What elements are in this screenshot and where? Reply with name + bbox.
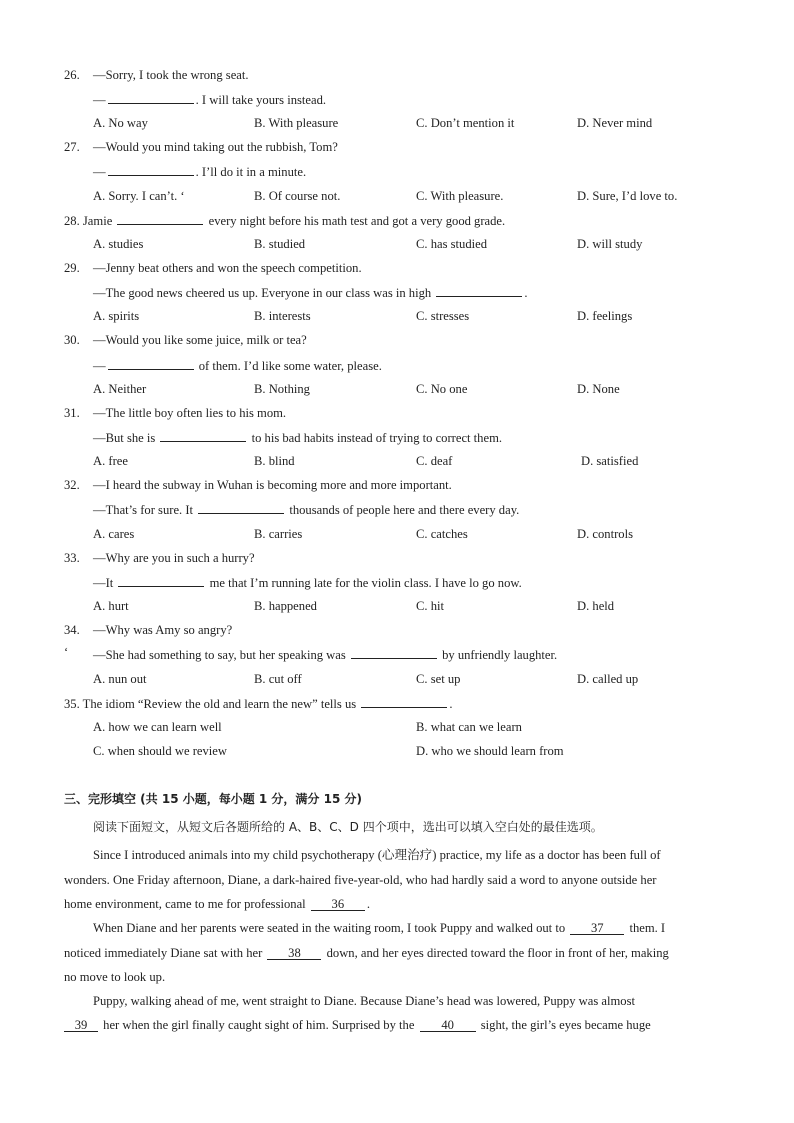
question-dialogue-line: —The good news cheered us up. Everyone in our class was in high .: [93, 286, 528, 300]
question-stem: 35. The idiom “Review the old and learn the new” tells us .: [64, 697, 453, 711]
question-stem: 28. Jamie every night before his math test and got a very good grade.: [64, 214, 506, 228]
answer-blank[interactable]: [108, 92, 194, 104]
option-a[interactable]: A. No way: [93, 116, 148, 130]
option-d[interactable]: D. called up: [577, 672, 639, 686]
question-stem: —Why was Amy so angry?: [93, 623, 233, 637]
passage-line: 39 her when the girl finally caught sight of him. Surprised by the 40 sight, the girl’s eyes became huge: [64, 1018, 726, 1032]
option-d[interactable]: D. feelings: [577, 309, 633, 323]
question-dialogue-line: — . I will take yours instead.: [93, 93, 327, 107]
option-a[interactable]: A. nun out: [93, 672, 147, 686]
option-a[interactable]: A. hurt: [93, 599, 129, 613]
option-b[interactable]: B. cut off: [254, 672, 302, 686]
option-d[interactable]: D. satisfied: [581, 454, 639, 468]
option-b[interactable]: B. Of course not.: [254, 189, 341, 203]
question-stem: —Would you mind taking out the rubbish, Tom?: [93, 140, 338, 154]
option-a[interactable]: A. spirits: [93, 309, 140, 323]
question-number: 33.: [64, 551, 80, 565]
option-c[interactable]: C. when should we review: [93, 744, 227, 758]
answer-blank[interactable]: [160, 430, 246, 442]
question-stem: —The little boy often lies to his mom.: [93, 406, 287, 420]
option-d[interactable]: D. Never mind: [577, 116, 653, 130]
question-number: 34.: [64, 623, 80, 637]
option-b[interactable]: B. blind: [254, 454, 295, 468]
option-a[interactable]: A. free: [93, 454, 128, 468]
answer-blank[interactable]: [361, 696, 447, 708]
option-c[interactable]: C. Don’t mention it: [416, 116, 515, 130]
option-d[interactable]: D. held: [577, 599, 615, 613]
answer-blank[interactable]: [436, 285, 522, 297]
cloze-blank-37[interactable]: 37: [570, 922, 624, 935]
section-title: 三、完形填空 (共 15 小题，每小题 1 分，满分 15 分): [64, 792, 362, 806]
option-b[interactable]: B. carries: [254, 527, 303, 541]
question-stem: —I heard the subway in Wuhan is becoming more and more important.: [93, 478, 452, 492]
stray-mark: ‘: [64, 645, 69, 659]
question-number: 29.: [64, 261, 80, 275]
cloze-blank-38[interactable]: 38: [267, 947, 321, 960]
question-dialogue-line: —But she is to his bad habits instead of trying to correct them.: [93, 431, 503, 445]
question-dialogue-line: —It me that I’m running late for the violin class. I have lo go now.: [93, 576, 522, 590]
option-d[interactable]: D. None: [577, 382, 620, 396]
option-c[interactable]: C. With pleasure.: [416, 189, 504, 203]
answer-blank[interactable]: [351, 647, 437, 659]
option-a[interactable]: A. cares: [93, 527, 135, 541]
option-b[interactable]: B. With pleasure: [254, 116, 339, 130]
answer-blank[interactable]: [198, 502, 284, 514]
question-number: 26.: [64, 68, 80, 82]
option-a[interactable]: A. Sorry. I can’t. ‘: [93, 189, 185, 203]
question-number: 27.: [64, 140, 80, 154]
option-c[interactable]: C. No one: [416, 382, 468, 396]
option-a[interactable]: A. Neither: [93, 382, 147, 396]
question-number: 30.: [64, 333, 80, 347]
option-b[interactable]: B. Nothing: [254, 382, 310, 396]
cloze-blank-40[interactable]: 40: [420, 1019, 476, 1032]
answer-blank[interactable]: [117, 213, 203, 225]
option-a[interactable]: A. studies: [93, 237, 144, 251]
question-dialogue-line: — of them. I’d like some water, please.: [93, 359, 382, 373]
option-b[interactable]: B. studied: [254, 237, 306, 251]
answer-blank[interactable]: [118, 575, 204, 587]
passage-line: Since I introduced animals into my child psychotherapy (心理治疗) practice, my life as a doctor has been full of: [93, 848, 661, 862]
option-c[interactable]: C. stresses: [416, 309, 470, 323]
answer-blank[interactable]: [108, 164, 194, 176]
option-b[interactable]: B. happened: [254, 599, 317, 613]
question-number: 31.: [64, 406, 80, 420]
passage-line: Puppy, walking ahead of me, went straight to Diane. Because Diane’s head was lowered, Puppy was almost: [93, 994, 635, 1008]
option-b[interactable]: B. interests: [254, 309, 311, 323]
question-dialogue-line: — . I’ll do it in a minute.: [93, 165, 307, 179]
option-d[interactable]: D. who we should learn from: [416, 744, 564, 758]
option-a[interactable]: A. how we can learn well: [93, 720, 222, 734]
question-number: 32.: [64, 478, 80, 492]
option-d[interactable]: D. controls: [577, 527, 633, 541]
option-c[interactable]: C. set up: [416, 672, 461, 686]
option-c[interactable]: C. deaf: [416, 454, 453, 468]
passage-line: noticed immediately Diane sat with her 38 down, and her eyes directed toward the floor in front of her, making: [64, 946, 669, 960]
question-stem: —Would you like some juice, milk or tea?: [93, 333, 307, 347]
option-c[interactable]: C. has studied: [416, 237, 488, 251]
section-instruction: 阅读下面短文，从短文后各题所给的 A、B、C、D 四个项中，选出可以填入空白处的最佳选项。: [93, 820, 603, 834]
answer-blank[interactable]: [108, 358, 194, 370]
option-d[interactable]: D. Sure, I’d love to.: [577, 189, 678, 203]
cloze-blank-36[interactable]: 36: [311, 898, 365, 911]
passage-line: no move to look up.: [64, 970, 166, 984]
option-c[interactable]: C. hit: [416, 599, 444, 613]
question-dialogue-line: —That’s for sure. It thousands of people here and there every day.: [93, 503, 520, 517]
question-dialogue-line: —She had something to say, but her speaking was by unfriendly laughter.: [93, 648, 558, 662]
passage-line: When Diane and her parents were seated in the waiting room, I took Puppy and walked out to 37 them. I: [93, 921, 666, 935]
passage-line: wonders. One Friday afternoon, Diane, a dark-haired five-year-old, who had hardly said a word to anyone outside her: [64, 873, 657, 887]
question-stem: —Sorry, I took the wrong seat.: [93, 68, 249, 82]
question-stem: —Jenny beat others and won the speech competition.: [93, 261, 362, 275]
passage-line: home environment, came to me for professional 36 .: [64, 897, 370, 911]
option-c[interactable]: C. catches: [416, 527, 468, 541]
cloze-blank-39[interactable]: 39: [64, 1019, 98, 1032]
question-stem: —Why are you in such a hurry?: [93, 551, 255, 565]
option-b[interactable]: B. what can we learn: [416, 720, 522, 734]
option-d[interactable]: D. will study: [577, 237, 643, 251]
